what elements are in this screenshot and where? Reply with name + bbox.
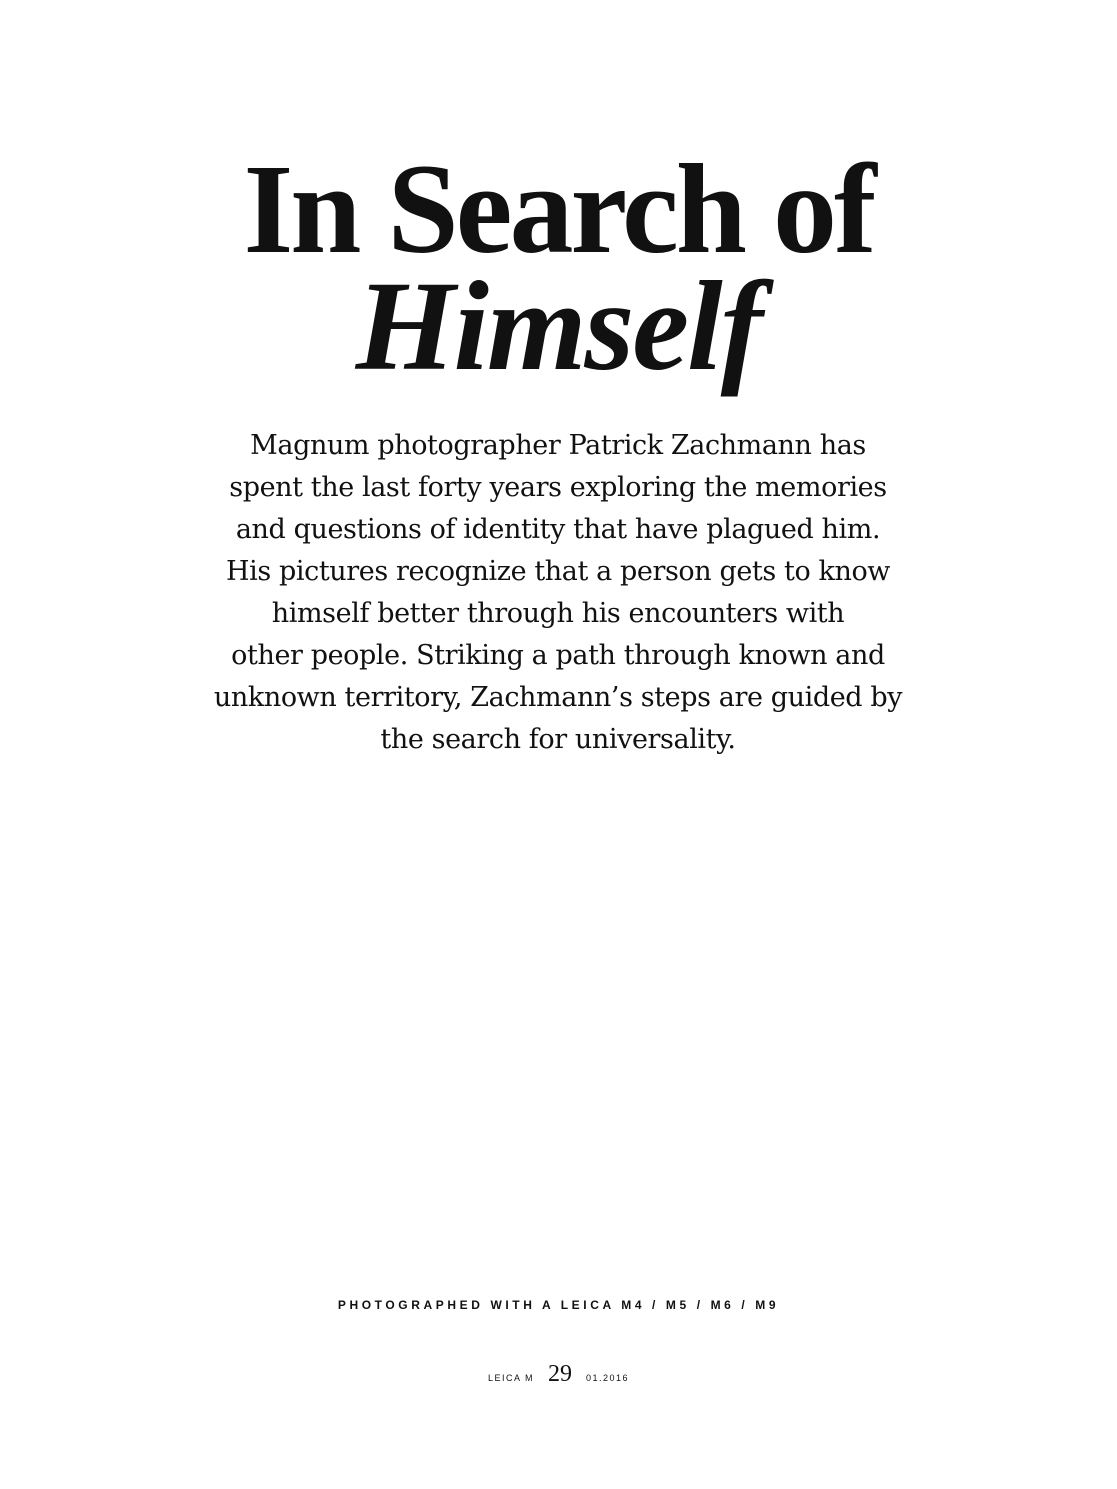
standfirst-line: the search for universality. (380, 724, 736, 755)
page-number: 29 (547, 1361, 572, 1387)
footer-issue-date: 01.2016 (585, 1373, 630, 1383)
standfirst-line: and questions of identity that have plagued him. (235, 514, 881, 545)
photo-credit: PHOTOGRAPHED WITH A LEICA M4 / M5 / M6 / M9 (337, 1298, 780, 1312)
standfirst-line: unknown territory, Zachmann’s steps are guided by (213, 682, 903, 713)
headline-line-2: Himself (355, 255, 762, 397)
headline-line-1: In Search of (243, 138, 874, 280)
standfirst-line: other people. Striking a path through known and (231, 640, 885, 671)
page-footer (0, 1361, 1117, 1388)
standfirst-line: His pictures recognize that a person gets to know (225, 556, 891, 587)
standfirst-line: spent the last forty years exploring the memories (229, 472, 887, 503)
standfirst-line: Magnum photographer Patrick Zachmann has (250, 430, 866, 461)
footer-magazine-name: LEICA M (487, 1373, 534, 1383)
standfirst (158, 425, 958, 761)
standfirst-line: himself better through his encounters with (271, 598, 845, 629)
